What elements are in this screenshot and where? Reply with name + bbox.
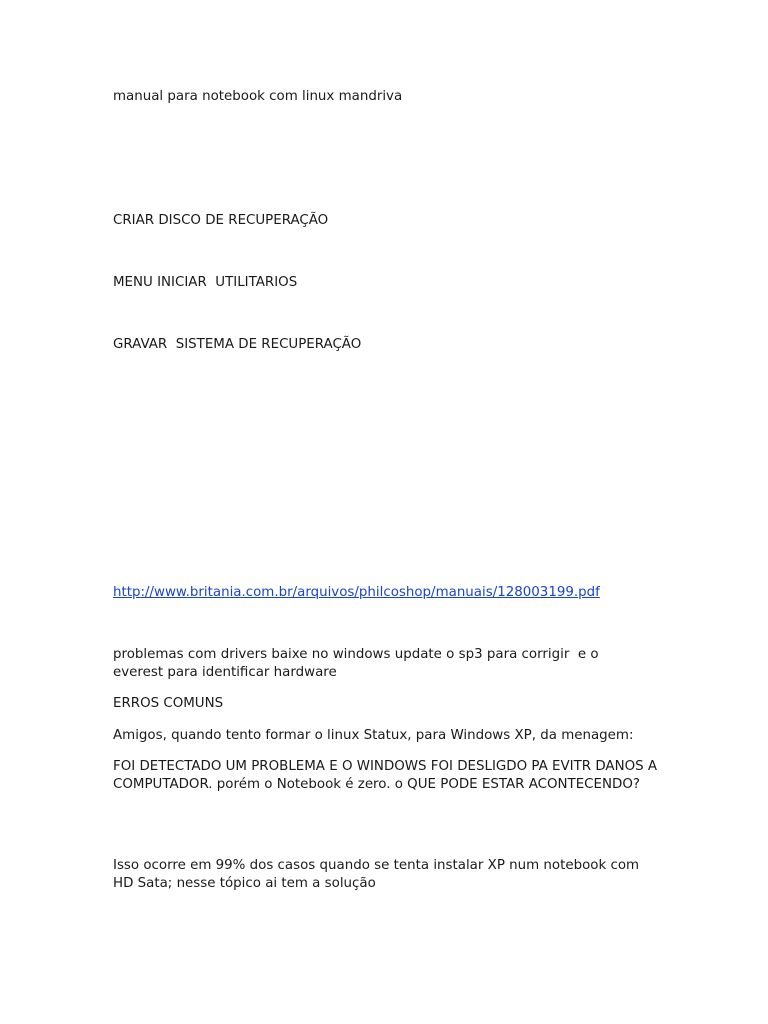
common-errors-heading: ERROS COMUNS	[113, 696, 224, 711]
heading-recovery-disc: CRIAR DISCO DE RECUPERAÇÃO	[113, 213, 329, 228]
menu-path: MENU INICIAR UTILITARIOS	[113, 275, 298, 290]
error-message-paragraph: FOI DETECTADO UM PROBLEMA E O WINDOWS FOI DESLIGDO PA EVITR DANOS A COMPUTADOR. porém o Notebook é zero. o QUE PODE ESTAR ACONTECENDO?	[113, 759, 662, 792]
question-paragraph: Amigos, quando tento formar o linux Statux, para Windows XP, da menagem:	[113, 728, 634, 743]
manual-link-line	[113, 584, 658, 602]
manual-pdf-link[interactable]: http://www.britania.com.br/arquivos/philcoshop/manuais/128003199.pdf	[113, 585, 600, 600]
document-title: manual para notebook com linux mandriva	[113, 89, 403, 104]
answer-paragraph: Isso ocorre em 99% dos casos quando se tenta instalar XP num notebook com HD Sata; nesse tópico ai tem a solução	[113, 858, 644, 891]
drivers-paragraph: problemas com drivers baixe no windows update o sp3 para corrigir e o everest para identificar hardware	[113, 647, 603, 680]
record-system-heading: GRAVAR SISTEMA DE RECUPERAÇÃO	[113, 337, 362, 352]
